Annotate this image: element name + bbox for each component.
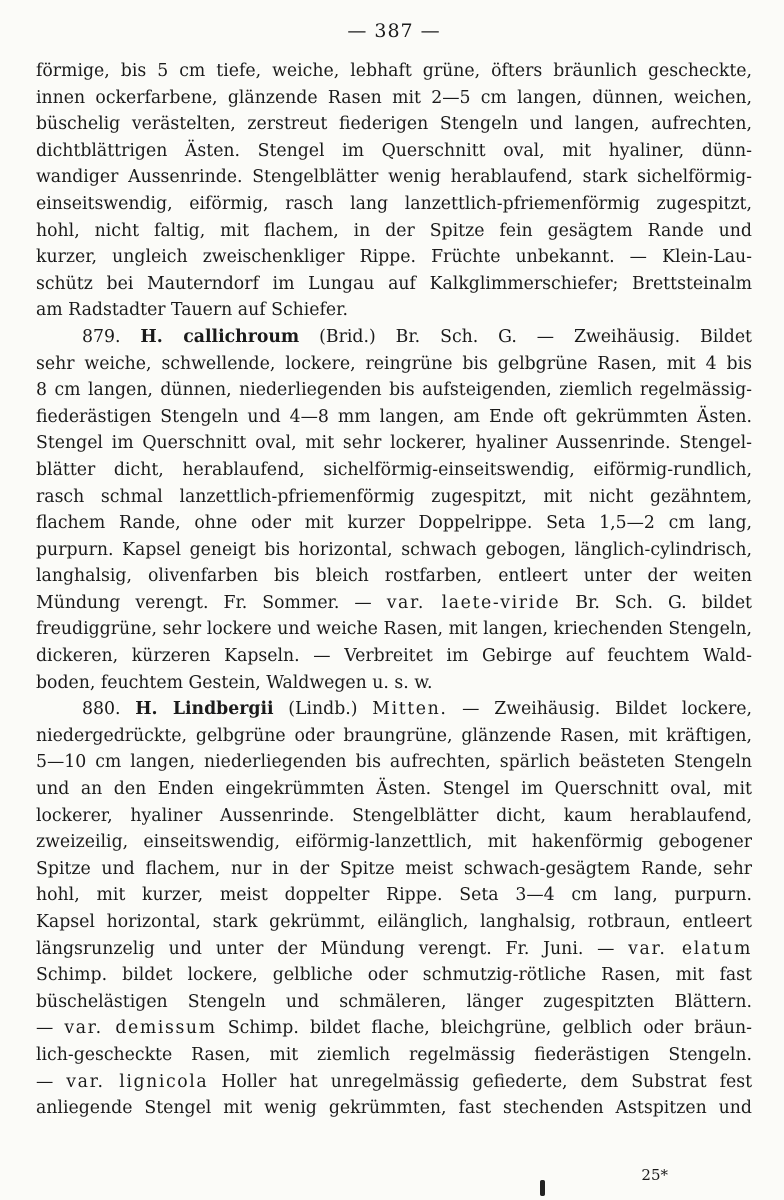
text-fragment: rasch schmal lanzettlich-pfriemenförmig zugespitzt, mit nicht gezähntem,: [36, 486, 752, 507]
text-fragment: freudiggrüne, sehr lockere und weiche Rasen, mit langen, kriechenden Stengeln,: [36, 619, 752, 640]
text-fragment: dichtblättrigen Ästen. Stengel im Querschnitt oval, mit hyaliner, dünn-: [36, 140, 752, 161]
text-line: [36, 723, 752, 750]
text-fragment: (Lindb.): [273, 699, 373, 720]
text-line: [36, 1042, 752, 1069]
text-fragment: zweizeilig, einseitswendig, eiförmig-lanzettlich, mit hakenförmig gebogener: [36, 832, 752, 853]
text-fragment: 5—10 cm langen, niederliegenden bis aufrechten, spärlich beästeten Stengeln: [36, 752, 752, 773]
text-line: [36, 510, 752, 537]
text-line: [36, 989, 752, 1016]
text-fragment: fiederästigen Stengeln und 4—8 mm langen, am Ende oft gekrümmten Ästen.: [36, 406, 752, 427]
text-line: [36, 111, 752, 138]
text-line: [36, 829, 752, 856]
species-name: H. callichroum: [140, 326, 300, 347]
text-line: [36, 138, 752, 165]
text-fragment: lich-gescheckte Rasen, mit ziemlich regelmässig fiederästigen Stengeln.: [36, 1044, 752, 1065]
text-fragment: Spitze und flachem, nur in der Spitze meist schwach-gesägtem Rande, sehr: [36, 858, 752, 879]
text-line: [36, 484, 752, 511]
text-fragment: —: [36, 1018, 65, 1039]
text-line: [36, 218, 752, 245]
ink-mark: [540, 1180, 545, 1196]
text-line: [36, 856, 752, 883]
text-fragment: flachem Rande, ohne oder mit kurzer Doppelrippe. Seta 1,5—2 cm lang,: [36, 513, 752, 534]
text-line: [36, 563, 752, 590]
text-line: [36, 882, 752, 909]
text-fragment: wandiger Aussenrinde. Stengelblätter wenig herablaufend, stark sichelförmig-: [36, 167, 752, 188]
text-fragment: Schimp. bildet lockere, gelbliche oder schmutzig-rötliche Rasen, mit fast: [36, 965, 752, 986]
text-fragment: 8 cm langen, dünnen, niederliegenden bis aufsteigenden, ziemlich regelmässig-: [36, 380, 752, 401]
text-line: [36, 297, 752, 324]
text-line: [36, 1015, 752, 1042]
spaced-term: Mitten.: [372, 699, 448, 720]
text-line: [36, 670, 752, 697]
text-fragment: am Radstadter Tauern auf Schiefer.: [36, 300, 348, 321]
text-fragment: Stengel im Querschnitt oval, mit sehr lockerer, hyaliner Aussenrinde. Stengel-: [36, 433, 752, 454]
text-line: [36, 803, 752, 830]
text-line: [36, 191, 752, 218]
text-fragment: dickeren, kürzeren Kapseln. — Verbreitet im Gebirge auf feuchtem Wald-: [36, 646, 752, 667]
text-fragment: Mündung verengt. Fr. Sommer. —: [36, 592, 387, 613]
text-fragment: einseitswendig, eiförmig, rasch lang lanzettlich-pfriemenförmig zugespitzt,: [36, 193, 752, 214]
text-fragment: hohl, nicht faltig, mit flachem, in der Spitze fein gesägtem Rande und: [36, 220, 752, 241]
text-fragment: langhalsig, olivenfarben bis bleich rostfarben, entleert unter der weiten: [36, 566, 752, 587]
spaced-term: var. demissum: [64, 1018, 217, 1039]
text-fragment: (Brid.) Br. Sch. G. — Zweihäusig. Bildet: [299, 326, 752, 347]
text-line: [36, 776, 752, 803]
text-fragment: niedergedrückte, gelbgrüne oder braungrüne, glänzende Rasen, mit kräftigen,: [36, 725, 752, 746]
text-fragment: blätter dicht, herablaufend, sichelförmig-einseitswendig, eiförmig-rundlich,: [36, 459, 752, 480]
text-line: [36, 324, 752, 351]
species-name: H. Lindbergii: [135, 699, 274, 720]
text-fragment: 880.: [82, 699, 136, 720]
spaced-term: var. lignicola: [66, 1071, 209, 1092]
text-line: [36, 909, 752, 936]
text-line: [36, 377, 752, 404]
text-fragment: Holler hat unregelmässig gefiederte, dem Substrat fest: [208, 1071, 752, 1092]
text-fragment: büschelästigen Stengeln und schmäleren, länger zugespitzten Blättern.: [36, 991, 752, 1012]
text-fragment: hohl, mit kurzer, meist doppelter Rippe. Seta 3—4 cm lang, purpurn.: [36, 885, 752, 906]
text-line: [36, 244, 752, 271]
text-fragment: längsrunzelig und unter der Mündung verengt. Fr. Juni. —: [36, 938, 629, 959]
text-fragment: kurzer, ungleich zweischenkliger Rippe. Früchte unbekannt. — Klein-Lau-: [36, 247, 752, 268]
text-fragment: anliegende Stengel mit wenig gekrümmten, fast stechenden Astspitzen und: [36, 1098, 752, 1119]
text-line: [36, 1095, 752, 1122]
text-line: [36, 404, 752, 431]
text-line: [36, 643, 752, 670]
text-line: [36, 616, 752, 643]
body-text: [36, 58, 752, 1122]
text-line: [36, 351, 752, 378]
text-fragment: schütz bei Mauterndorf im Lungau auf Kalkglimmerschiefer; Brettsteinalm: [36, 273, 752, 294]
text-fragment: Kapsel horizontal, stark gekrümmt, eilänglich, langhalsig, rotbraun, entleert: [36, 912, 752, 932]
spaced-term: var. laete-viride: [386, 592, 561, 613]
text-line: [36, 430, 752, 457]
text-fragment: förmige, bis 5 cm tiefe, weiche, lebhaft grüne, öfters bräunlich gescheckte,: [36, 61, 752, 81]
text-line: [36, 1069, 752, 1096]
text-fragment: boden, feuchtem Gestein, Waldwegen u. s. w.: [36, 672, 433, 693]
text-line: [36, 271, 752, 298]
page-number: — 387 —: [347, 20, 441, 42]
text-fragment: purpurn. Kapsel geneigt bis horizontal, schwach gebogen, länglich-cylindrisch,: [36, 539, 752, 560]
text-line: [36, 164, 752, 191]
text-line: [36, 749, 752, 776]
spaced-term: var. elatum: [628, 938, 752, 959]
text-line: [36, 936, 752, 963]
text-line: [36, 537, 752, 564]
text-line: [36, 962, 752, 989]
text-line: [36, 85, 752, 112]
signature-mark: 25*: [641, 1166, 668, 1184]
text-line: [36, 58, 752, 85]
text-fragment: lockerer, hyaliner Aussenrinde. Stengelblätter dicht, kaum herablaufend,: [36, 805, 752, 826]
text-fragment: büschelig verästelten, zerstreut fiederigen Stengeln und langen, aufrechten,: [36, 114, 752, 135]
text-fragment: 879.: [82, 326, 141, 347]
text-fragment: —: [36, 1071, 67, 1092]
text-fragment: sehr weiche, schwellende, lockere, reingrüne bis gelbgrüne Rasen, mit 4 bis: [36, 353, 752, 374]
text-fragment: Br. Sch. G. bildet: [560, 592, 752, 613]
page: [36, 20, 752, 1122]
text-line: [36, 457, 752, 484]
text-fragment: — Zweihäusig. Bildet lockere,: [447, 699, 752, 720]
text-fragment: und an den Enden eingekrümmten Ästen. Stengel im Querschnitt oval, mit: [36, 779, 752, 800]
text-line: [36, 696, 752, 723]
text-fragment: innen ockerfarbene, glänzende Rasen mit 2—5 cm langen, dünnen, weichen,: [36, 87, 752, 108]
text-fragment: Schimp. bildet flache, bleichgrüne, gelblich oder bräun-: [216, 1018, 752, 1039]
text-line: [36, 590, 752, 617]
